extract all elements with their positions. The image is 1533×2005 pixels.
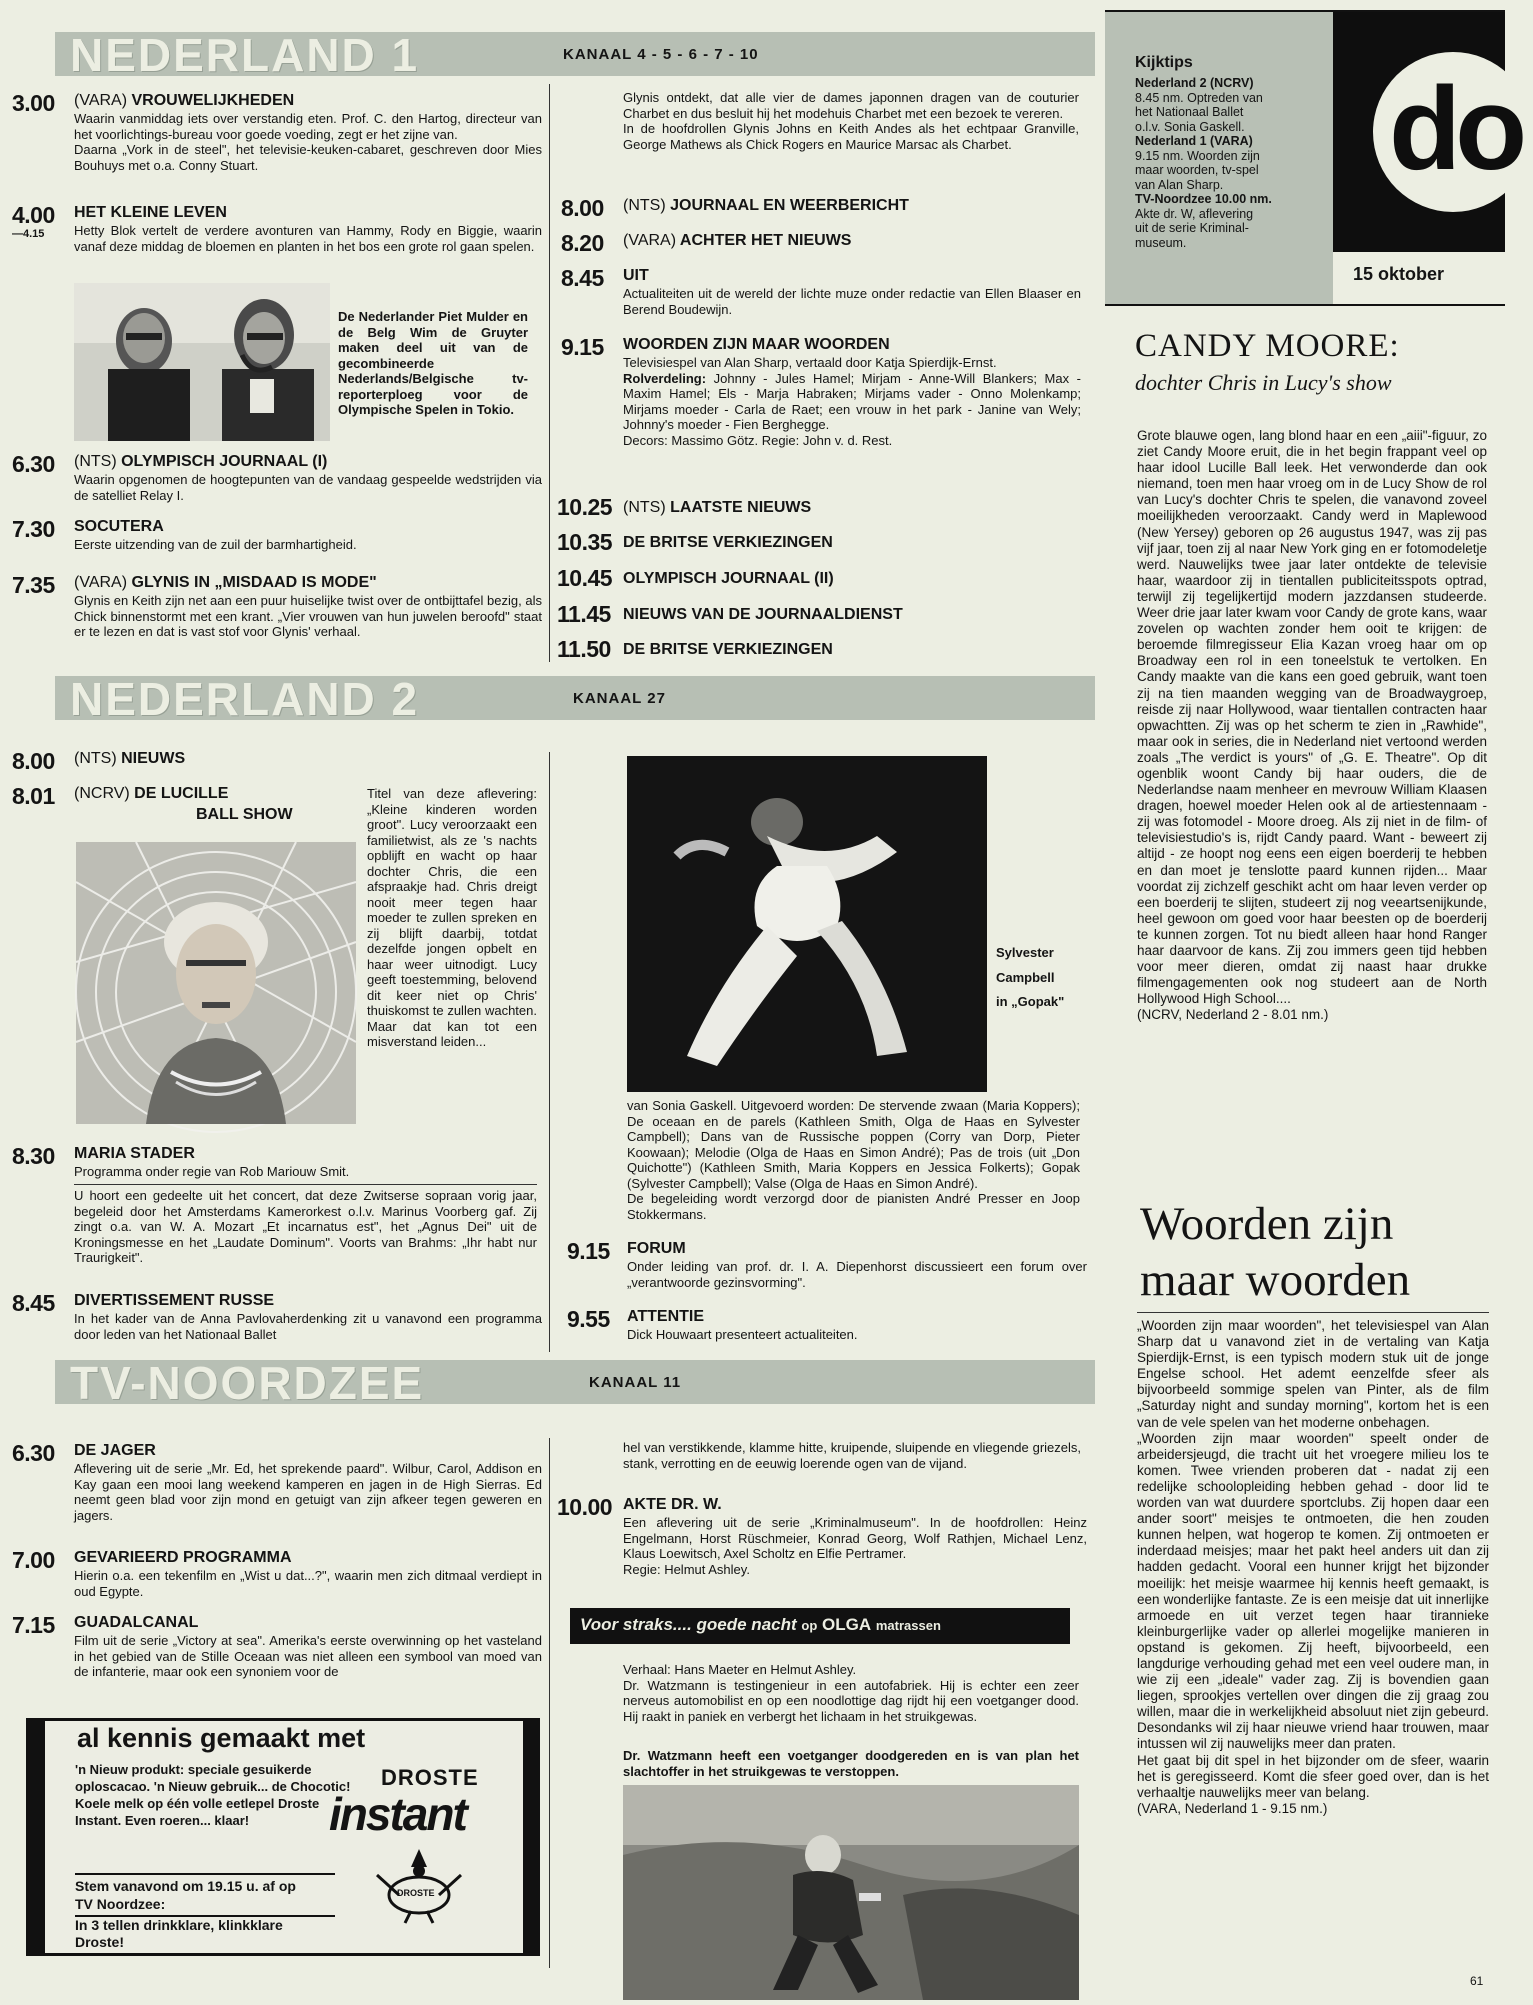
program-title: UIT <box>623 267 649 284</box>
akte-verhaal-2: Dr. Watzmann is testingenieur in een autofabriek. Hij is echter een zeer nerveus automobilist en op een noodlottige dag rijdt hij een voetganger dood. Hij raakt in paniek en verbergt het lichaam in het struikgewas. <box>623 1677 1079 1724</box>
droste-logo-text: DROSTE <box>397 1888 435 1898</box>
nl2-program-forum <box>567 1238 1087 1290</box>
program-time: 7.35 <box>12 572 55 598</box>
candy-footer: (NCRV, Nederland 2 - 8.01 nm.) <box>1137 1007 1329 1023</box>
nl1-program-journaal <box>561 195 1081 221</box>
program-net: (NTS) <box>74 750 117 767</box>
tvn-band-title: TV-NOORDZEE <box>70 1357 425 1409</box>
program-time: 8.45 <box>561 265 604 291</box>
candy-article <box>1135 326 1487 402</box>
rolverdeling-label: Rolverdeling: <box>623 370 707 386</box>
watzmann-photo <box>623 1785 1079 2000</box>
program-time: 6.30 <box>12 1440 55 1466</box>
tvn-program-akte-dr-w <box>557 1494 1087 1577</box>
kijktips-line: Nederland 2 (NCRV) <box>1135 76 1254 90</box>
olga-ad-main: Voor straks.... goede nacht <box>580 1615 797 1634</box>
late-program <box>557 529 1087 565</box>
droste-left-bar <box>29 1721 45 1953</box>
woorden-footer: (VARA, Nederland 1 - 9.15 nm.) <box>1137 1800 1328 1816</box>
watzmann-caption: Dr. Watzmann heeft een voetganger doodgereden en is van plan het slachtoffer in het struikgewas te verstoppen. <box>623 1748 1079 1779</box>
program-net: (NTS) <box>623 499 666 516</box>
program-title: GUADALCANAL <box>74 1614 199 1631</box>
column-divider <box>549 1438 550 1968</box>
program-title: LAATSTE NIEUWS <box>670 499 812 516</box>
program-net: (VARA) <box>623 232 677 249</box>
program-time: 11.50 <box>557 636 611 662</box>
program-desc: Hetty Blok vertelt de verdere avonturen van Hammy, Rody en Biggie, waarin vanaf deze middag de bloemen en planten in het bos een grote rol gaan spelen. <box>74 223 542 254</box>
program-title: FORUM <box>627 1240 686 1257</box>
tvn-kanaal: KANAAL 11 <box>589 1374 682 1391</box>
decors-text: Decors: Massimo Götz. Regie: John v. d. Rest. <box>623 432 893 448</box>
droste-brand: DROSTE <box>381 1765 479 1790</box>
woorden-title-line-2: maar woorden <box>1140 1254 1411 1306</box>
ballet-desc-2: De begeleiding wordt verzorgd door de pianisten André Presser en Joop Stokkermans. <box>627 1191 1080 1222</box>
droste-footer: In 3 tellen drinkklare, klinkklare Droste! <box>75 1917 283 1950</box>
program-desc: Film uit de serie „Victory at sea". Amerika's eerste overwinning op het vasteland in het gebied van de Stille Oceaan was niet alleen een symbool van moed van de infanterie, maar ook een synoniem voor de <box>74 1633 542 1679</box>
program-time: 8.20 <box>561 230 604 256</box>
program-net: (NCRV) <box>74 785 130 802</box>
rolverdeling-text: Johnny - Jules Hamel; Mirjam - Anne-Will Blankers; Max - Maxim Hamel; Els - Marja Habraken; Mirjams vader - Onno Molenkamp; Mirjams moeder - Carla de Raet; een vrouw in het park - Janine van Wely; Johnny's moeder - Fien Berghegge. <box>623 370 1081 432</box>
nl1-program-glynis <box>12 572 542 640</box>
nl1-late-programs <box>557 494 1087 671</box>
program-desc: Dick Houwaart presenteert actualiteiten. <box>627 1327 858 1342</box>
droste-divider-1 <box>75 1873 335 1875</box>
campbell-caption-3: in „Gopak" <box>996 994 1065 1009</box>
olga-ad-brand: OLGA <box>822 1615 872 1634</box>
program-desc: Onder leiding van prof. dr. I. A. Diepenhorst discussieert een forum over „verantwoorde gezinsvorming". <box>627 1259 1087 1290</box>
ballet-desc-block <box>627 1098 1080 1222</box>
column-divider <box>549 752 550 1352</box>
campbell-caption-1: Sylvester <box>996 945 1054 960</box>
campbell-photo <box>627 756 987 1092</box>
kijktips-line: uit de serie Kriminal- <box>1135 221 1249 235</box>
woorden-title <box>1140 1196 1500 1308</box>
droste-logo-figure <box>369 1845 469 1925</box>
droste-body: 'n Nieuw produkt: speciale gesuikerde oploscacao. 'n Nieuw gebruik... de Chocotic! Koele melk op één volle eetlepel Droste Instant. Even roeren... klaar! <box>75 1762 351 1828</box>
droste-right-bar <box>523 1721 537 1953</box>
program-desc: Een aflevering uit de serie „Kriminalmuseum". In de hoofdrollen: Heinz Engelmann, Horst Rüschmeier, Konrad Georg, Wolf Rathjen, Michael Lenz, Klaus Loewitsch, Axel Scholtz en Elfie Pertramer. <box>623 1515 1087 1561</box>
nl1-program-achter-het-nieuws <box>561 230 1081 256</box>
late-program <box>557 636 1087 671</box>
program-desc: In het kader van de Anna Pavlovaherdenking zit u vanavond een programma door leden van het Nationaal Ballet <box>74 1311 542 1342</box>
nl2-program-attentie <box>567 1306 1087 1343</box>
woorden-p2: „Woorden zijn maar woorden" speelt onder de arbeidersjeugd, die tracht uit het vroegere milieu los te komen. Twee vrienden proberen dat - nadat zij een redelijke schoolopleiding hebben gehad - door lid te worden van wat duurdere sportclubs. Zij hopen daar een ander soort" meisjes te ontmoeten, die hen zouden kunnen helpen, wat hogerop te komen. Zij ontmoeten er inderdaad meisjes; maar het pakt heel anders uit dan zij hadden gedacht. Vooral een hunner krijgt het bijzonder moeilijk: het meisje waarmee hij kennis heeft gemaakt, is een wonderlijke fantaste. Ze is een meisje dat uit innerlijke armoede en uit verzet tegen haar tirannieke kleinburgerlijke vader op allerlei mogelijke manieren in opstand is gekomen. Zij heeft, bijvoorbeeld, een langdurige verhouding gehad met een veel oudere man, in wie zij een „ideale" vader zag. Zij is bovendien gaan liegen, sprookjes vertellen over dingen die zij graag zou willen, maar die in werkelijkheid absoluut niet zijn gebeurd. Desondanks wil zij haar nieuwe vriend haar trouwen, maar intussen wil zij nauwelijks meer dan praten. <box>1137 1430 1489 1752</box>
column-divider <box>549 84 550 662</box>
nl1-kanaal: KANAAL 4 - 5 - 6 - 7 - 10 <box>563 46 759 63</box>
kijktips-panel <box>1105 12 1333 304</box>
program-desc: Televisiespel van Alan Sharp, vertaald door Katja Spierdijk-Ernst. <box>623 355 997 370</box>
program-title: SOCUTERA <box>74 518 164 535</box>
program-title: DE BRITSE VERKIEZINGEN <box>623 641 833 658</box>
kijktips-line: Akte dr. W, aflevering <box>1135 206 1254 221</box>
woorden-body-block <box>1137 1318 1489 1817</box>
program-time: 7.00 <box>12 1547 55 1573</box>
tvn-program-de-jager <box>12 1440 542 1523</box>
program-time: 6.30 <box>12 451 55 477</box>
program-time: 10.25 <box>557 494 613 520</box>
nl1-program-olympisch-journaal <box>12 451 542 503</box>
program-time: 10.35 <box>557 529 613 555</box>
nl2-program-nieuws <box>12 748 312 774</box>
program-title: ATTENTIE <box>627 1308 705 1325</box>
day-label: do <box>1389 63 1522 195</box>
program-desc: Eerste uitzending van de zuil der barmhartigheid. <box>74 537 357 552</box>
program-time: 11.45 <box>557 601 611 627</box>
nl1-glynis-continued <box>623 90 1079 152</box>
woorden-p1: „Woorden zijn maar woorden", het televisiespel van Alan Sharp dat u vanavond ziet in de vertaling van Katja Spierdijk-Ernst, is een typisch modern stuk uit de jonge Engelse school. Het ademt eenzelfde sfeer als bijvoorbeeld sommige spelen van Pinter, als de film „Saturday night and sunday morning", kortom het is een van de vele spelen van het moderne onbehagen. <box>1137 1318 1489 1430</box>
stader-desc: U hoort een gedeelte uit het concert, dat deze Zwitserse sopraan vorig jaar, begeleid door het Amsterdams Kamerorkest o.l.v. Marinus Voorberg gaf. Zij zingt o.a. van W. A. Mozart „Et incarnatus est", het „Agnus Dei" uit de Kroningsmesse en het „Laudate Dominum". Voorts van Brahms: „Ihr habt nur Traurigkeit". <box>74 1188 537 1265</box>
nl1-program-woorden <box>561 334 1081 448</box>
program-desc: Daarna „Vork in de steel", het televisie-keuken-cabaret, geschreven door Mies Bouhuys met o.a. Conny Stuart. <box>74 142 542 173</box>
program-net: (VARA) <box>74 92 128 109</box>
kijktips-line: van Alan Sharp. <box>1135 177 1224 192</box>
nl1-band-title: NEDERLAND 1 <box>70 29 420 81</box>
kijktips-line: TV-Noordzee 10.00 nm. <box>1135 192 1272 206</box>
nl2-program-lucille-ball <box>12 783 312 825</box>
program-desc: Waarin opgenomen de hoogtepunten van de vandaag gespeelde wedstrijden via de satelliet Relay I. <box>74 472 542 503</box>
late-program <box>557 494 1087 529</box>
program-title: GEVARIEERD PROGRAMMA <box>74 1549 292 1566</box>
date-label: 15 oktober <box>1353 264 1445 284</box>
nl2-band-title: NEDERLAND 2 <box>70 673 420 725</box>
kijktips-line: het Nationaal Ballet <box>1135 105 1244 119</box>
nl2-kanaal: KANAAL 27 <box>573 690 666 707</box>
program-title: OLYMPISCH JOURNAAL (I) <box>121 453 328 470</box>
kijktips-line: 9.15 nm. Woorden zijn <box>1135 148 1260 163</box>
program-time: 8.00 <box>12 748 55 774</box>
program-desc: Programma onder regie van Rob Mariouw Smit. <box>74 1164 350 1179</box>
reporters-photo-caption: De Nederlander Piet Mulder en de Belg Wim de Gruyter maken deel uit van de gecombineerde Nederlands/Belgische tv-reporterploeg voor de Olympische Spelen in Tokio. <box>338 309 528 417</box>
program-time: 8.45 <box>12 1290 55 1316</box>
program-time: 9.55 <box>567 1306 610 1332</box>
guadalcanal-continued: hel van verstikkende, klamme hitte, kruipende, sluipende en vliegende griezels, stank, verrotting en de eeuwig loerende ogen van de vijand. <box>623 1440 1081 1471</box>
late-program <box>557 601 1087 636</box>
nl1-band <box>55 29 1095 81</box>
program-title: NIEUWS VAN DE JOURNAALDIENST <box>623 606 903 623</box>
program-title: GLYNIS IN „MISDAAD IS MODE" <box>131 574 377 591</box>
program-title: DE BRITSE VERKIEZINGEN <box>623 534 833 551</box>
program-title: WOORDEN ZIJN MAAR WOORDEN <box>623 336 890 353</box>
nl2-program-maria-stader <box>12 1143 542 1180</box>
program-desc: Aflevering uit de serie „Mr. Ed, het sprekende paard". Wilbur, Carol, Addison en Kay gaan een mooi lang weekend kamperen en jagen in de High Sierras. Ed neemt geen blad voor zijn mond en getuigt van zijn afkeer tegen geweren en jagers. <box>74 1461 542 1523</box>
akte-verhaal: Verhaal: Hans Maeter en Helmut Ashley. <box>623 1662 857 1677</box>
candy-body-block <box>1137 428 1487 1023</box>
woorden-rule <box>1137 1312 1489 1313</box>
tvn-program-gevarieerd <box>12 1547 542 1599</box>
nl2-program-divertissement <box>12 1290 542 1342</box>
kijktips-line: maar woorden, tv-spel <box>1135 163 1259 177</box>
program-title: AKTE DR. W. <box>623 1496 722 1513</box>
program-time: 7.30 <box>12 516 55 542</box>
nl1-program-uit <box>561 265 1081 317</box>
kijktips-list <box>1135 76 1331 250</box>
program-desc: Actualiteiten uit de wereld der lichte muze onder redactie van Ellen Blaaser en Berend Boudewijn. <box>623 286 1081 317</box>
kijktips-line: o.l.v. Sonia Gaskell. <box>1135 119 1245 134</box>
program-title: OLYMPISCH JOURNAAL (II) <box>623 570 834 587</box>
woorden-title-line-1: Woorden zijn <box>1140 1198 1394 1250</box>
divider <box>74 1184 537 1185</box>
olga-ad <box>570 1608 1070 1644</box>
program-time: 8.01 <box>12 783 55 809</box>
day-block <box>1333 12 1522 252</box>
program-time: 10.00 <box>557 1494 613 1520</box>
candy-subtitle: dochter Chris in Lucy's show <box>1135 370 1392 395</box>
droste-ad <box>26 1718 540 1956</box>
kijktips-title: Kijktips <box>1135 54 1193 71</box>
kijktips-line: 8.45 nm. Optreden van <box>1135 90 1263 105</box>
tvn-program-guadalcanal <box>12 1612 542 1680</box>
glynis-cast-text: In de hoofdrollen Glynis Johns en Keith Andes als het echtpaar Granville, George Mathews als Chick Rogers en Maurice Marsac als Charbet. <box>623 121 1079 152</box>
program-time: 7.15 <box>12 1612 55 1638</box>
campbell-caption-2: Campbell <box>996 970 1055 985</box>
droste-stem: Stem vanavond om 19.15 u. af op TV Noordzee: <box>75 1878 296 1912</box>
program-end-time: —4.15 <box>12 228 45 240</box>
program-title: MARIA STADER <box>74 1145 195 1162</box>
olga-ad-text <box>580 1615 941 1635</box>
ballet-desc: van Sonia Gaskell. Uitgevoerd worden: De stervende zwaan (Maria Koppers); De oceaan en de parels (Kathleen Smith, Olga de Haas en Sylvester Campbell); Dans van de Russische poppen (Corry van Dorp, Pieter Koowaan); Melodie (Olga de Haas en Simon André); Pas de trois (uit „Don Quichotte") (Kathleen Smith, Maria Koppers en Jessica Folkerts); Gopak (Sylvester Campbell); Valse (Olga de Haas en Simon André). <box>627 1098 1080 1191</box>
nl2-band <box>55 673 1095 725</box>
program-time: 9.15 <box>561 334 604 360</box>
program-title: ACHTER HET NIEUWS <box>679 232 852 249</box>
program-regie: Regie: Helmut Ashley. <box>623 1561 750 1577</box>
akte-story <box>623 1662 1079 1724</box>
program-title: DE JAGER <box>74 1442 156 1459</box>
program-title: HET KLEINE LEVEN <box>74 204 227 221</box>
program-time: 4.00 <box>12 202 55 228</box>
program-title: VROUWELIJKHEDEN <box>131 92 295 109</box>
kijktips-box <box>1105 10 1522 306</box>
candy-body: Grote blauwe ogen, lang blond haar en een „aiii"-figuur, zo ziet Candy Moore eruit, die in het begin frappant veel op haar idool Lucille Ball leek. Het verwonderde dan ook niemand, toen men haar vroeg om in de Lucy Show de rol van Lucy's dochter Chris te spelen, die vanavond zoveel moeilijkheden veroorzaakt. Candy werd in Maplewood (New Yersey) geboren op 26 augustus 1947, was zij pas vijf jaar, toen zij al naar New York ging en er fotomodeletje werd. Nauwelijks twee jaar later ontdekte de televisie haar, waardoor zij in tientallen publiciteitsspots optrad, terwijl zij tegelijkertijd modern jazzdansen studeerde. Weer drie jaar later kwam voor Candy de grote kans, waar zovelen op wachten zonder hem ooit te krijgen: de beroemde filmregisseur Elia Kazan vroeg haar om op Broadway een rol in een toneelstuk te vertolken. En Candy maakte van die kans een goed gebruik, want toen zij na tien maanden wegging van de Broadwaygroep, reisde zij naar Hollywood, waar tientallen contracten haar opwachtten. Zij was op het scherm te zien in „Rawhide", maar ook in series, die in Nederland niet vertoond werden zoals „The verdict is yours" of „G. E. Theatre". Op dit ogenblik woont Candy bij haar ouders, die de Nederlandse naam menheer en mevrouw William Klaasen dragen, hoewel moeder Helen ook al de artiestennaam - zij was fotomodel - Moore droeg. Als zij niet in de film- of televisiestudio's is, rijdt Candy paard. Want - beweert zij altijd - ze hoopt nog eens een eigen boerderij te hebben en dan moet je tenslotte paard kunnen rijden... Maar voordat zij zichzelf geschikt acht om haar leven verder op een boerderij te slijten, studeert zij nog veeartsenijkunde, heel gewoon om goed voor haar beesten op de boerderij te kunnen zorgen. Tot nu biedt alleen haar hond Ranger haar daarvoor de kans. Zij zou immers geen tijd hebben voor meer dieren, omdat zij naast haar drukke filmengagementen ook nog studeert aan de North Hollywood High School.... <box>1137 428 1487 1007</box>
olga-ad-op: op <box>801 1618 818 1633</box>
program-net: (NTS) <box>74 453 117 470</box>
nl1-program-kleine-leven <box>12 202 542 254</box>
nl1-program-socutera <box>12 516 542 553</box>
program-desc: Waarin vanmiddag iets over verstandig eten. Prof. C. den Hartog, directeur van het voorlichtings-bureau voor goede voeding, zegt er het zijne van. <box>74 111 542 142</box>
candy-title: CANDY MOORE: <box>1135 328 1400 364</box>
program-desc: Hierin o.a. een tekenfilm en „Wist u dat...?", waarin men zich ditmaal verdiept in oud Egypte. <box>74 1568 542 1599</box>
droste-headline: al kennis gemaakt met <box>77 1723 366 1753</box>
lucy-show-desc: Titel van deze aflevering: „Kleine kinderen worden groot". Lucy veroorzaakt een familietwist, als ze 's nachts opblijft en wacht op haar dochter Chris, die een afspraakje had. Chris dreigt nooit meer tegen haar moeder te zullen spreken en zij blijft daarbij, totdat dezelfde jongen opbelt en haar weer uitnodigt. Lucy geeft toestemming, belovend dit keer niet op Chris' thuiskomst te zullen wachten. Maar dat kan tot een misverstand leiden... <box>367 786 537 1049</box>
glynis-continued-text: Glynis ontdekt, dat alle vier de dames japonnen dragen van de couturier Charbet en dus besluit hij het modehuis Charbet met een bezoek te vereren. <box>623 90 1079 121</box>
droste-product: instant <box>329 1788 466 1840</box>
program-title: DE LUCILLE <box>134 785 229 802</box>
lucille-ball-photo <box>76 842 356 1124</box>
reporters-photo <box>74 283 330 441</box>
program-time: 8.00 <box>561 195 604 221</box>
tvn-band <box>55 1357 1095 1409</box>
program-net: (VARA) <box>74 574 128 591</box>
kijktips-line: museum. <box>1135 235 1187 250</box>
nl1-program-vrouwelijkheden <box>12 90 542 173</box>
program-time: 3.00 <box>12 90 55 116</box>
kijktips-line: Nederland 1 (VARA) <box>1135 134 1253 148</box>
late-program <box>557 565 1087 601</box>
page-number: 61 <box>1470 1974 1484 1988</box>
program-time: 9.15 <box>567 1238 610 1264</box>
program-title-line2: BALL SHOW <box>196 806 293 823</box>
woorden-p3: Het gaat bij dit spel in het bijzonder om de sfeer, waarin het is geregisseerd. Komt die sfeer goed over, dan is het verhaaltje nauwelijks meer van belang. <box>1137 1752 1489 1800</box>
program-title: DIVERTISSEMENT RUSSE <box>74 1292 275 1309</box>
program-time: 10.45 <box>557 565 613 591</box>
olga-ad-rest: matrassen <box>875 1618 941 1633</box>
program-title: JOURNAAL EN WEERBERICHT <box>670 197 909 214</box>
program-title: NIEUWS <box>121 750 186 767</box>
program-time: 8.30 <box>12 1143 55 1169</box>
program-net: (NTS) <box>623 197 666 214</box>
program-desc: Glynis en Keith zijn net aan een puur huiselijke twist over de ontbijttafel bezig, als Chick binnenstormt met een krant. „Vier vrouwen van hun juwelen beroofd" staat er te lezen en dat is vast stof voor Glynis' verhaal. <box>74 593 542 639</box>
